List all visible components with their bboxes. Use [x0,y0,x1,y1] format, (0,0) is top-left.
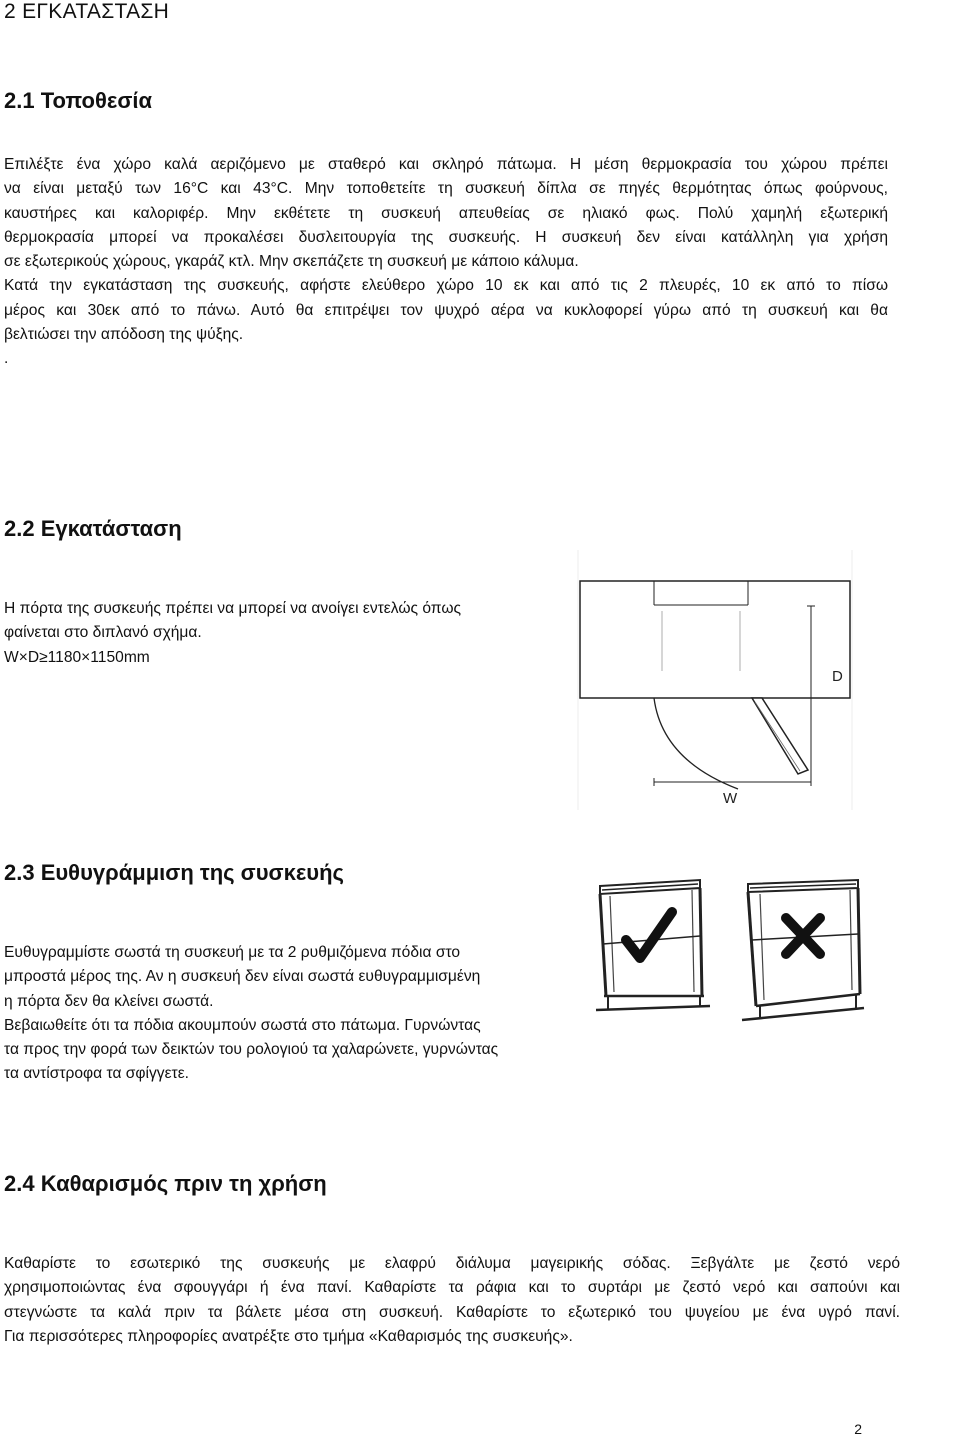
paragraph-line: Για περισσότερες πληροφορίες ανατρέξτε στο τμήμα «Καθαρισμός της συσκευής». [4,1327,573,1345]
paragraph-line: Κατά την εγκατάσταση της συσκευής, αφήστε ελεύθερο χώρο 10 εκ και από τις 2 πλευρές, 10 εκ από το πίσω [4,277,888,295]
paragraph-line: μέρος και 30εκ από το πάνω. Αυτό θα επιτρέψει τον ψυχρό αέρα να κυκλοφορεί γύρω από τη συσκευή και θα [4,301,888,319]
paragraph-line: μπροστά μέρος της. Αν η συσκευή δεν είναι σωστά ευθυγραμμισμένη [4,968,481,986]
section-2-3-heading: 2.3 Ευθυγράμμιση της συσκευής [4,860,344,885]
incorrect-leveling-figure [742,880,864,1020]
paragraph-line: Βεβαιωθείτε ότι τα πόδια ακουμπούν σωστά στο πάτωμα. Γυρνώντας [4,1016,481,1034]
paragraph-line: W×D≥1180×1150mm [4,648,150,666]
paragraph-line: . [4,350,9,368]
page-number: 2 [854,1421,862,1437]
section-2-1-body [4,153,888,372]
paragraph-line: χρησιμοποιώντας ένα σφουγγάρι ή ένα πανί. Καθαρίστε τα ράφια και το συρτάρι με ζεστό νερό και σαπούνι και [4,1279,900,1297]
section-2-3-body [4,941,584,1087]
section-2-2-heading: 2.2 Εγκατάσταση [4,516,182,541]
paragraph-line: Επιλέξτε ένα χώρο καλά αεριζόμενο με σταθερό και σκληρό πάτωμα. Η μέση θερμοκρασία του χώρου πρέπει [4,156,888,173]
paragraph-line: σε εξωτερικούς χώρους, γκαράζ κτλ. Μην σκεπάζετε τη συσκευή με κάποιο κάλυμα. [4,253,579,271]
section-2-4-heading: 2.4 Καθαρισμός πριν τη χρήση [4,1171,327,1196]
paragraph-line: καυστήρες και καλοριφέρ. Μην εκθέτετε τη συσκευή απευθείας σε ηλιακό φως. Πολύ χαμηλή εξωτερική [4,204,888,222]
paragraph-line: βελτιώσει την απόδοση της ψύξης. [4,326,244,344]
paragraph-line: τα προς την φορά των δεικτών του ρολογιού τα χαλαρώνετε, γυρνώντας [4,1041,499,1059]
paragraph-line: Καθαρίστε το εσωτερικό της συσκευής με ελαφρύ διάλυμα μαγειρικής σόδας. Ξεβγάλτε με ζεστό νερό [4,1255,900,1272]
section-2-1-heading: 2.1 Τοποθεσία [4,88,153,113]
paragraph-line: στεγνώστε τα καλά πριν τα βάλετε μέσα στη συσκευή. Καθαρίστε το εξωτερικό του ψυγείου με ένα υγρό πανί. [4,1303,900,1321]
paragraph-line: φαίνεται στο διπλανό σχήμα. [4,624,202,642]
paragraph-line: η πόρτα δεν θα κλείνει σωστά. [4,992,214,1010]
section-2-4-body [4,1252,900,1349]
paragraph-line: Η πόρτα της συσκευής πρέπει να μπορεί να ανοίγει εντελώς όπως [4,600,462,617]
paragraph-line: τα αντίστροφα τα σφίγγετε. [4,1065,189,1083]
checkmark-icon [626,912,672,958]
paragraph-line: να είναι μεταξύ των 16°C και 43°C. Μην τοποθετείτε τη συσκευή δίπλα σε πηγές θερμότητας όπως φούρνους, [4,180,888,198]
paragraph-line: Ευθυγραμμίστε σωστά τη συσκευή με τα 2 ρυθμιζόμενα πόδια στο [4,944,461,961]
leveling-diagram [588,878,876,1038]
door-clearance-diagram [570,545,870,815]
section-2-2-body [4,597,574,670]
page-title: 2 ΕΓΚΑΤΑΣΤΑΣΗ [4,0,170,23]
depth-label: D [832,668,843,685]
paragraph-line: θερμοκρασία μπορεί να προκαλέσει δυσλειτουργία της συσκευής. Η συσκευή δεν είναι κατάλληλη για χρήση [4,228,888,246]
width-label: W [723,790,738,807]
